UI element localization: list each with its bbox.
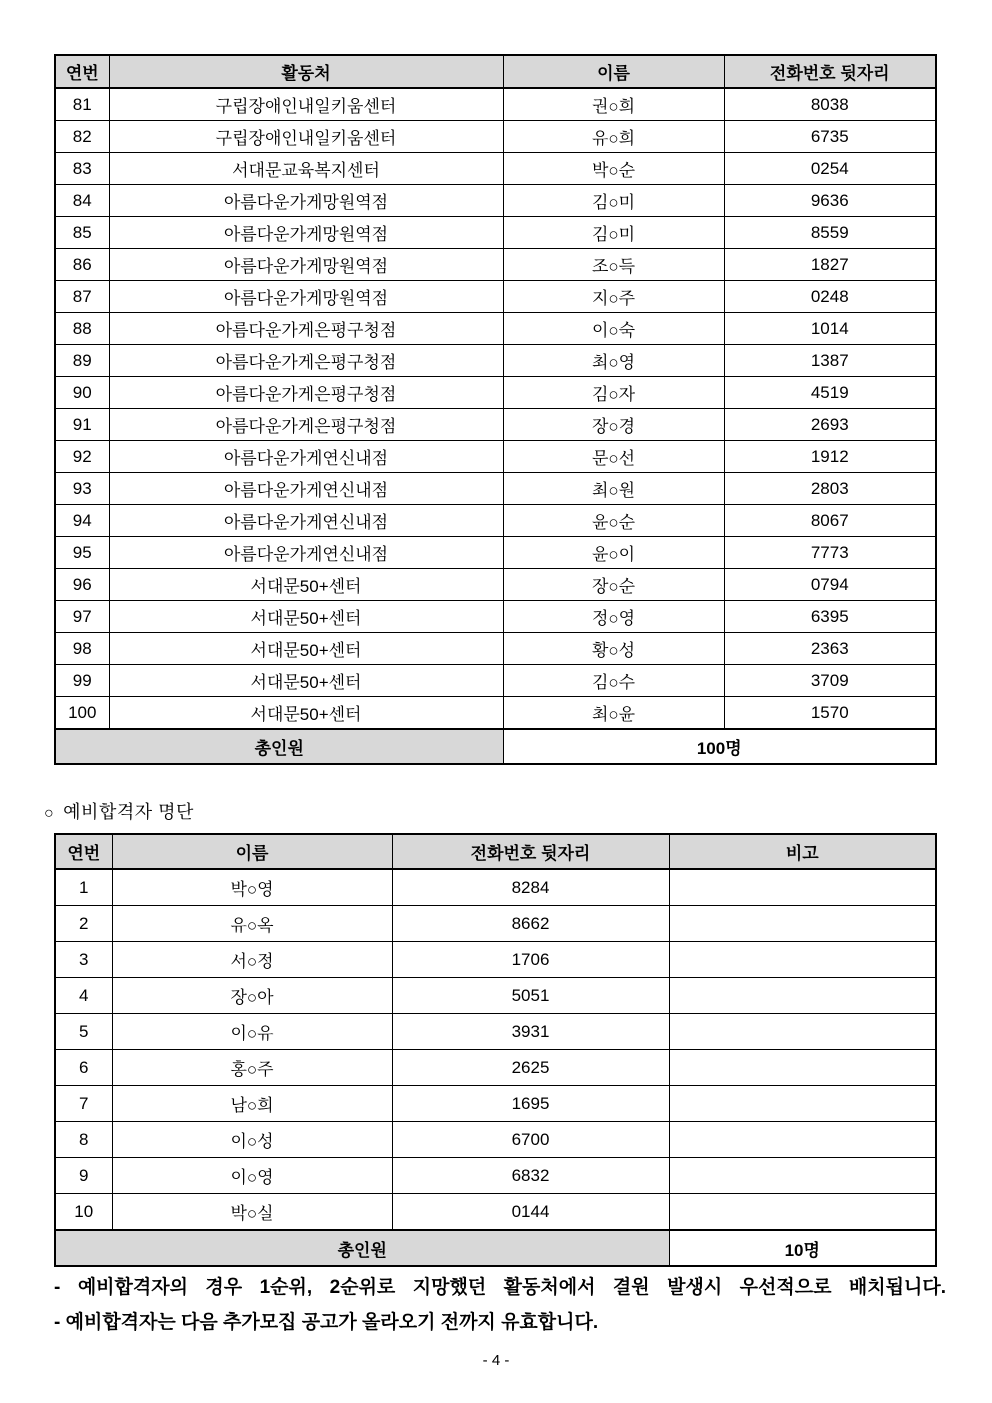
table-cell: 황○성 bbox=[503, 633, 724, 665]
table-cell: 2 bbox=[55, 906, 112, 942]
table-cell: 아름다운가게연신내점 bbox=[109, 441, 503, 473]
table-row bbox=[55, 409, 936, 441]
table-cell: 8 bbox=[55, 1122, 112, 1158]
table-cell: 김○자 bbox=[503, 377, 724, 409]
table-cell: 최○원 bbox=[503, 473, 724, 505]
table-row bbox=[55, 217, 936, 249]
table-cell: 6700 bbox=[392, 1122, 669, 1158]
table-cell: 유○옥 bbox=[112, 906, 392, 942]
table-row bbox=[55, 153, 936, 185]
note-line: - 예비합격자는 다음 추가모집 공고가 올라오기 전까지 유효합니다. bbox=[54, 1312, 599, 1333]
table-cell: 아름다운가게은평구청점 bbox=[109, 313, 503, 345]
footnotes bbox=[54, 1270, 946, 1340]
table-cell: 0144 bbox=[392, 1194, 669, 1231]
table-cell: 조○득 bbox=[503, 249, 724, 281]
note-line: - 예비합격자의 경우 1순위, 2순위로 지망했던 활동처에서 결원 발생시 우선적으로 배치됩니다. bbox=[54, 1277, 946, 1298]
section-heading-text: 예비합격자 명단 bbox=[63, 802, 194, 822]
table-cell: 1387 bbox=[724, 345, 936, 377]
table-cell: 아름다운가게망원역점 bbox=[109, 217, 503, 249]
waitlist-table bbox=[54, 833, 937, 1267]
table-row bbox=[55, 345, 936, 377]
page-number: - 4 - bbox=[482, 1352, 510, 1369]
table-cell: 8067 bbox=[724, 505, 936, 537]
table-cell: 86 bbox=[55, 249, 109, 281]
total-label: 총인원 bbox=[55, 729, 503, 764]
table-row bbox=[55, 1158, 936, 1194]
table-row bbox=[55, 281, 936, 313]
table-cell: 이○숙 bbox=[503, 313, 724, 345]
table-cell: 구립장애인내일키움센터 bbox=[109, 88, 503, 121]
total-value: 100명 bbox=[503, 729, 936, 764]
table-cell: 7 bbox=[55, 1086, 112, 1122]
table-cell: 권○희 bbox=[503, 88, 724, 121]
table-cell: 2625 bbox=[392, 1050, 669, 1086]
table-cell: 6832 bbox=[392, 1158, 669, 1194]
column-header-no: 연번 bbox=[55, 834, 112, 869]
table-cell: 2693 bbox=[724, 409, 936, 441]
table-cell: 7773 bbox=[724, 537, 936, 569]
table-cell: 3931 bbox=[392, 1014, 669, 1050]
table-cell: 93 bbox=[55, 473, 109, 505]
table-cell: 남○희 bbox=[112, 1086, 392, 1122]
table-cell: 3709 bbox=[724, 665, 936, 697]
table-cell: 1695 bbox=[392, 1086, 669, 1122]
table-cell: 8284 bbox=[392, 869, 669, 906]
table-cell: 아름다운가게망원역점 bbox=[109, 281, 503, 313]
table-cell: 90 bbox=[55, 377, 109, 409]
circle-bullet-icon: ○ bbox=[44, 805, 55, 822]
table-row bbox=[55, 185, 936, 217]
table-cell: 홍○주 bbox=[112, 1050, 392, 1086]
table-row bbox=[55, 377, 936, 409]
table-cell: 서○정 bbox=[112, 942, 392, 978]
table-cell: 장○경 bbox=[503, 409, 724, 441]
table-cell: 서대문50+센터 bbox=[109, 601, 503, 633]
table-cell: 5051 bbox=[392, 978, 669, 1014]
table-cell: 81 bbox=[55, 88, 109, 121]
table-cell: 89 bbox=[55, 345, 109, 377]
table-cell: 지○주 bbox=[503, 281, 724, 313]
table-cell bbox=[669, 1122, 936, 1158]
table-cell bbox=[669, 869, 936, 906]
table-cell: 0254 bbox=[724, 153, 936, 185]
table-row bbox=[55, 601, 936, 633]
table-cell: 윤○순 bbox=[503, 505, 724, 537]
table-cell: 92 bbox=[55, 441, 109, 473]
table-cell: 이○영 bbox=[112, 1158, 392, 1194]
table-row bbox=[55, 697, 936, 730]
table-cell bbox=[669, 1014, 936, 1050]
table-cell bbox=[669, 942, 936, 978]
table-cell: 김○미 bbox=[503, 185, 724, 217]
table-cell: 서대문교육복지센터 bbox=[109, 153, 503, 185]
table-cell: 윤○이 bbox=[503, 537, 724, 569]
table-row bbox=[55, 665, 936, 697]
table-cell bbox=[669, 1158, 936, 1194]
waitlist-header-row bbox=[55, 834, 936, 869]
roster-header-row bbox=[55, 55, 936, 88]
table-cell: 83 bbox=[55, 153, 109, 185]
table-cell: 0248 bbox=[724, 281, 936, 313]
table-cell: 박○영 bbox=[112, 869, 392, 906]
table-cell: 9636 bbox=[724, 185, 936, 217]
table-cell: 97 bbox=[55, 601, 109, 633]
table-cell: 서대문50+센터 bbox=[109, 633, 503, 665]
table-row bbox=[55, 1122, 936, 1158]
table-cell: 문○선 bbox=[503, 441, 724, 473]
column-header-remarks: 비고 bbox=[669, 834, 936, 869]
table-cell: 87 bbox=[55, 281, 109, 313]
table-cell: 이○유 bbox=[112, 1014, 392, 1050]
table-cell: 최○윤 bbox=[503, 697, 724, 730]
table-cell bbox=[669, 1194, 936, 1231]
table-cell: 박○순 bbox=[503, 153, 724, 185]
total-label: 총인원 bbox=[55, 1230, 669, 1266]
table-cell: 100 bbox=[55, 697, 109, 730]
table-cell: 9 bbox=[55, 1158, 112, 1194]
table-row bbox=[55, 121, 936, 153]
table-cell bbox=[669, 906, 936, 942]
table-row bbox=[55, 249, 936, 281]
table-cell: 장○순 bbox=[503, 569, 724, 601]
table-cell: 아름다운가게연신내점 bbox=[109, 537, 503, 569]
column-header-phone: 전화번호 뒷자리 bbox=[392, 834, 669, 869]
table-cell bbox=[669, 978, 936, 1014]
table-row bbox=[55, 537, 936, 569]
table-cell bbox=[669, 1086, 936, 1122]
table-cell: 서대문50+센터 bbox=[109, 697, 503, 730]
table-cell: 아름다운가게은평구청점 bbox=[109, 409, 503, 441]
table-cell: 94 bbox=[55, 505, 109, 537]
table-cell: 6 bbox=[55, 1050, 112, 1086]
table-cell: 82 bbox=[55, 121, 109, 153]
table-cell: 구립장애인내일키움센터 bbox=[109, 121, 503, 153]
placement-roster-table bbox=[54, 54, 937, 765]
column-header-workplace: 활동처 bbox=[109, 55, 503, 88]
table-cell: 10 bbox=[55, 1194, 112, 1231]
table-cell: 김○수 bbox=[503, 665, 724, 697]
table-cell: 4 bbox=[55, 978, 112, 1014]
column-header-no: 연번 bbox=[55, 55, 109, 88]
table-cell: 2363 bbox=[724, 633, 936, 665]
table-cell: 서대문50+센터 bbox=[109, 665, 503, 697]
roster-table-body bbox=[55, 88, 936, 729]
table-cell: 84 bbox=[55, 185, 109, 217]
table-cell: 아름다운가게은평구청점 bbox=[109, 345, 503, 377]
waitlist-table-body bbox=[55, 869, 936, 1230]
table-cell: 1912 bbox=[724, 441, 936, 473]
table-cell: 아름다운가게은평구청점 bbox=[109, 377, 503, 409]
table-cell: 2803 bbox=[724, 473, 936, 505]
table-cell: 유○희 bbox=[503, 121, 724, 153]
table-cell: 1014 bbox=[724, 313, 936, 345]
table-cell: 아름다운가게연신내점 bbox=[109, 473, 503, 505]
table-cell: 5 bbox=[55, 1014, 112, 1050]
table-row bbox=[55, 1194, 936, 1231]
waitlist-total-row bbox=[55, 1230, 936, 1266]
table-cell: 8662 bbox=[392, 906, 669, 942]
table-cell: 3 bbox=[55, 942, 112, 978]
table-cell: 아름다운가게연신내점 bbox=[109, 505, 503, 537]
table-cell: 정○영 bbox=[503, 601, 724, 633]
table-row bbox=[55, 1050, 936, 1086]
table-cell: 최○영 bbox=[503, 345, 724, 377]
table-row bbox=[55, 313, 936, 345]
table-row bbox=[55, 1086, 936, 1122]
table-cell: 6395 bbox=[724, 601, 936, 633]
table-row bbox=[55, 1014, 936, 1050]
table-row bbox=[55, 906, 936, 942]
table-cell: 1 bbox=[55, 869, 112, 906]
table-cell: 4519 bbox=[724, 377, 936, 409]
table-cell: 박○실 bbox=[112, 1194, 392, 1231]
table-cell: 아름다운가게망원역점 bbox=[109, 185, 503, 217]
table-cell: 0794 bbox=[724, 569, 936, 601]
table-row bbox=[55, 505, 936, 537]
table-row bbox=[55, 978, 936, 1014]
table-cell: 91 bbox=[55, 409, 109, 441]
table-row bbox=[55, 473, 936, 505]
table-row bbox=[55, 633, 936, 665]
table-cell: 88 bbox=[55, 313, 109, 345]
total-value: 10명 bbox=[669, 1230, 936, 1266]
table-cell: 김○미 bbox=[503, 217, 724, 249]
table-cell: 1827 bbox=[724, 249, 936, 281]
table-cell: 서대문50+센터 bbox=[109, 569, 503, 601]
table-cell: 99 bbox=[55, 665, 109, 697]
table-cell: 96 bbox=[55, 569, 109, 601]
table-cell: 95 bbox=[55, 537, 109, 569]
table-row bbox=[55, 942, 936, 978]
table-cell: 8559 bbox=[724, 217, 936, 249]
table-cell: 이○성 bbox=[112, 1122, 392, 1158]
roster-total-row bbox=[55, 729, 936, 764]
table-row bbox=[55, 869, 936, 906]
table-cell: 1706 bbox=[392, 942, 669, 978]
table-row bbox=[55, 441, 936, 473]
table-cell: 8038 bbox=[724, 88, 936, 121]
column-header-phone: 전화번호 뒷자리 bbox=[724, 55, 936, 88]
table-cell: 6735 bbox=[724, 121, 936, 153]
table-cell: 85 bbox=[55, 217, 109, 249]
table-cell: 장○아 bbox=[112, 978, 392, 1014]
table-cell: 98 bbox=[55, 633, 109, 665]
table-cell bbox=[669, 1050, 936, 1086]
table-row bbox=[55, 569, 936, 601]
table-row bbox=[55, 88, 936, 121]
column-header-name: 이름 bbox=[503, 55, 724, 88]
table-cell: 아름다운가게망원역점 bbox=[109, 249, 503, 281]
waitlist-section-heading bbox=[44, 798, 194, 824]
column-header-name: 이름 bbox=[112, 834, 392, 869]
table-cell: 1570 bbox=[724, 697, 936, 730]
